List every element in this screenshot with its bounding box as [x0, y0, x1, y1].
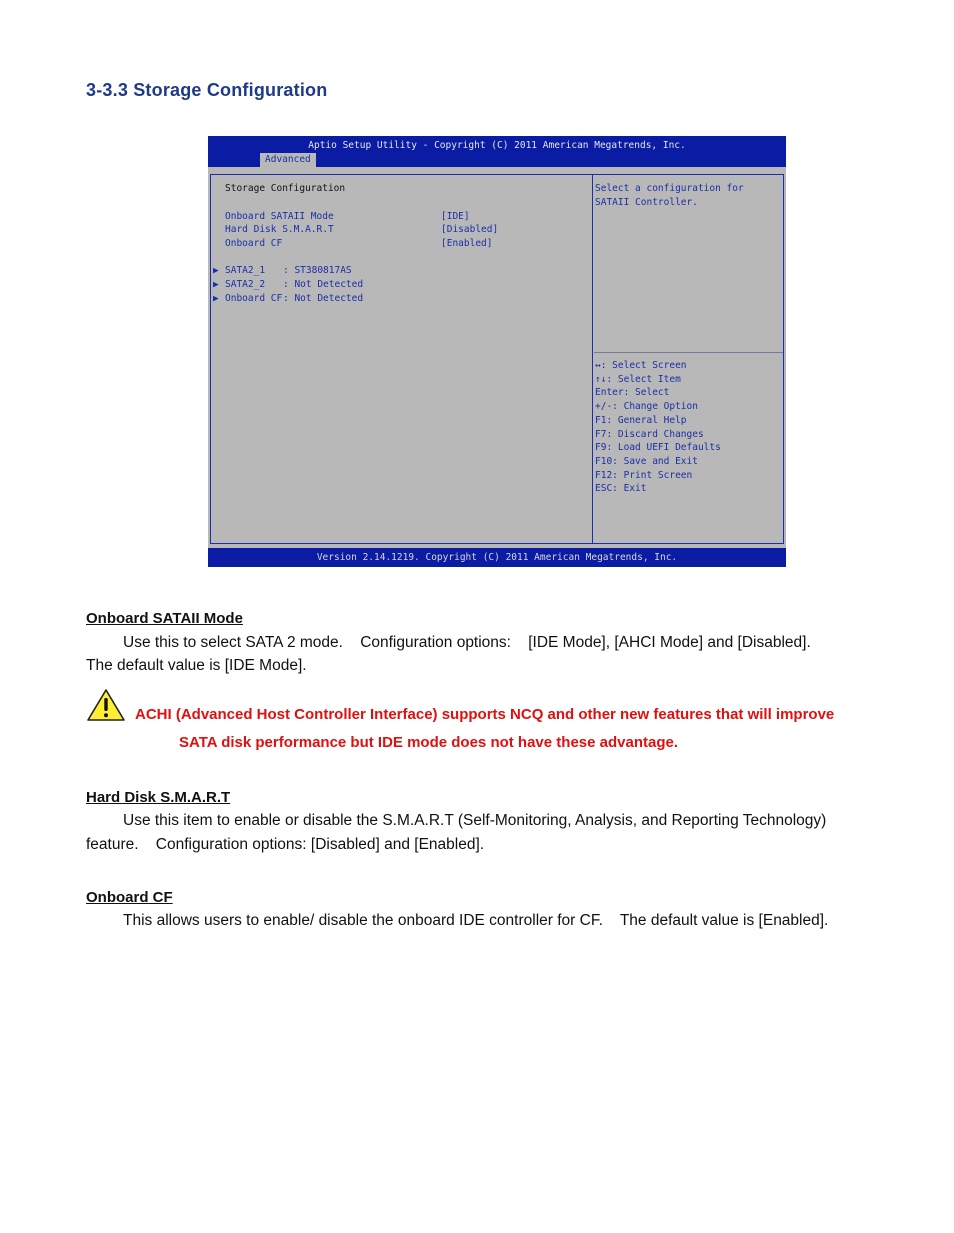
heading-hard-disk-smart: Hard Disk S.M.A.R.T	[86, 789, 231, 806]
warning-triangle-icon	[86, 688, 126, 722]
device-sata2-1-value: : ST380817AS	[283, 265, 352, 276]
device-sata2-1[interactable]: SATA2_1	[225, 265, 266, 276]
tab-advanced[interactable]: Advanced	[260, 153, 316, 167]
paragraph-line: feature. Configuration options: [Disabled] and [Enabled].	[86, 836, 485, 853]
setting-sataii-mode-value[interactable]: [IDE]	[441, 211, 470, 222]
paragraph-line: Use this item to enable or disable the S.M.A.R.T (Self-Monitoring, Analysis, and Reporting Technology)	[123, 812, 827, 829]
key-hint: F10: Save and Exit	[595, 456, 698, 467]
device-onboard-cf[interactable]: Onboard CF	[225, 293, 283, 304]
warning-text-line: SATA disk performance but IDE mode does not have these advantage.	[179, 734, 678, 751]
key-hint: F1: General Help	[595, 415, 687, 426]
paragraph-line: The default value is [IDE Mode].	[86, 657, 307, 674]
paragraph-line: This allows users to enable/ disable the onboard IDE controller for CF. The default value is [Enabled].	[123, 912, 829, 929]
key-hint: ↑↓: Select Item	[595, 374, 681, 385]
bios-divider	[592, 175, 593, 543]
setting-onboard-cf-value[interactable]: [Enabled]	[441, 238, 493, 249]
bios-title: Aptio Setup Utility - Copyright (C) 2011 American Megatrends, Inc.	[308, 140, 686, 151]
help-text-line: SATAII Controller.	[595, 197, 698, 208]
bios-frame	[210, 174, 784, 544]
device-onboard-cf-value: : Not Detected	[283, 293, 364, 304]
warning-text-line: ACHI (Advanced Host Controller Interface) supports NCQ and other new features that will improve	[135, 706, 835, 723]
setting-onboard-cf[interactable]: Onboard CF	[225, 238, 283, 249]
key-hint: F7: Discard Changes	[595, 429, 704, 440]
device-sata2-2[interactable]: SATA2_2	[225, 279, 266, 290]
key-hint: Enter: Select	[595, 387, 670, 398]
submenu-arrow-icon: ▶	[213, 279, 219, 290]
setting-smart-value[interactable]: [Disabled]	[441, 224, 499, 235]
bios-screenshot	[208, 136, 786, 567]
key-hint: F9: Load UEFI Defaults	[595, 442, 721, 453]
bios-footer	[208, 548, 786, 567]
help-text-line: Select a configuration for	[595, 183, 744, 194]
bios-footer-text: Version 2.14.1219. Copyright (C) 2011 American Megatrends, Inc.	[316, 552, 678, 563]
section-title: 3-3.3 Storage Configuration	[86, 80, 328, 100]
heading-onboard-cf: Onboard CF	[86, 889, 173, 906]
setting-sataii-mode[interactable]: Onboard SATAII Mode	[225, 211, 334, 222]
submenu-arrow-icon: ▶	[213, 293, 219, 304]
key-hint: +/-: Change Option	[595, 401, 698, 412]
key-hint: ESC: Exit	[595, 483, 647, 494]
paragraph-line: Use this to select SATA 2 mode. Configuration options: [IDE Mode], [AHCI Mode] and [Disabled].	[123, 634, 811, 651]
help-divider	[594, 352, 783, 353]
submenu-arrow-icon: ▶	[213, 265, 219, 276]
heading-onboard-sataii-mode: Onboard SATAII Mode	[86, 610, 243, 627]
key-hint: ↔: Select Screen	[595, 360, 687, 371]
setting-smart[interactable]: Hard Disk S.M.A.R.T	[225, 224, 334, 235]
device-sata2-2-value: : Not Detected	[283, 279, 364, 290]
bios-header	[208, 136, 786, 167]
key-hint: F12: Print Screen	[595, 470, 693, 481]
panel-title: Storage Configuration	[225, 183, 346, 194]
